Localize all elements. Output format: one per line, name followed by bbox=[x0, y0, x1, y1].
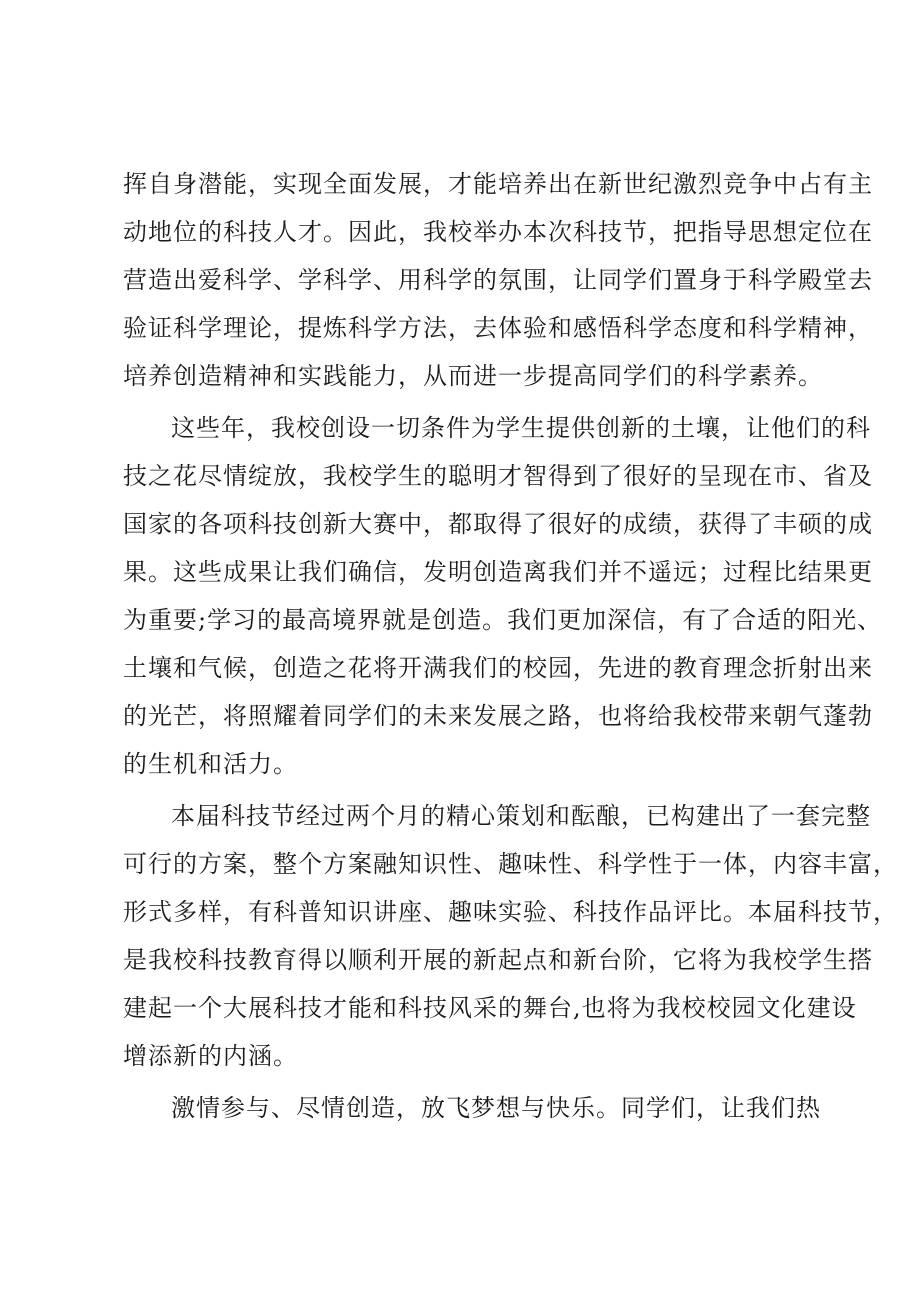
text-line: 激情参与、尽情创造，放飞梦想与快乐。同学们，让我们热 bbox=[171, 1094, 821, 1122]
text-line: 果。这些成果让我们确信，发明创造离我们并不遥远；过程比结果更 bbox=[123, 558, 873, 586]
paragraph bbox=[123, 160, 873, 400]
text-line: 培养创造精神和实践能力，从而进一步提高同学们的科学素养。 bbox=[123, 362, 823, 390]
paragraph bbox=[123, 404, 883, 788]
text-line: 这些年，我校创设一切条件为学生提供创新的土壤，让他们的科 bbox=[171, 414, 871, 442]
text-line: 挥自身潜能，实现全面发展，才能培养出在新世纪激烈竞争中占有主 bbox=[123, 170, 873, 198]
document-body bbox=[123, 160, 898, 1132]
paragraph bbox=[123, 1084, 823, 1132]
text-line: 本届科技节经过两个月的精心策划和酝酿，已构建出了一套完整 bbox=[171, 802, 871, 830]
paragraph bbox=[123, 792, 898, 1080]
text-line: 增添新的内涵。 bbox=[123, 1042, 298, 1070]
text-line: 的光芒，将照耀着同学们的未来发展之路，也将给我校带来朝气蓬勃 bbox=[123, 702, 873, 730]
text-line: 可行的方案，整个方案融知识性、趣味性、科学性于一体，内容丰富， bbox=[123, 850, 898, 878]
text-line: 国家的各项科技创新大赛中，都取得了很好的成绩，获得了丰硕的成 bbox=[123, 510, 873, 538]
text-line: 形式多样，有科普知识讲座、趣味实验、科技作品评比。本届科技节， bbox=[123, 898, 898, 926]
text-line: 是我校科技教育得以顺利开展的新起点和新台阶，它将为我校学生搭 bbox=[123, 946, 873, 974]
text-line: 营造出爱科学、学科学、用科学的氛围，让同学们置身于科学殿堂去 bbox=[123, 266, 873, 294]
text-line: 验证科学理论，提炼科学方法，去体验和感悟科学态度和科学精神， bbox=[123, 314, 873, 342]
text-line: 土壤和气候，创造之花将开满我们的校园，先进的教育理念折射出来 bbox=[123, 654, 873, 682]
text-line: 建起一个大展科技才能和科技风采的舞台,也将为我校校园文化建设 bbox=[123, 994, 857, 1022]
text-line: 为重要;学习的最高境界就是创造。我们更加深信，有了合适的阳光、 bbox=[123, 606, 883, 634]
text-line: 动地位的科技人才。因此，我校举办本次科技节，把指导思想定位在 bbox=[123, 218, 873, 246]
text-line: 技之花尽情绽放，我校学生的聪明才智得到了很好的呈现在市、省及 bbox=[123, 462, 873, 490]
text-line: 的生机和活力。 bbox=[123, 750, 298, 778]
